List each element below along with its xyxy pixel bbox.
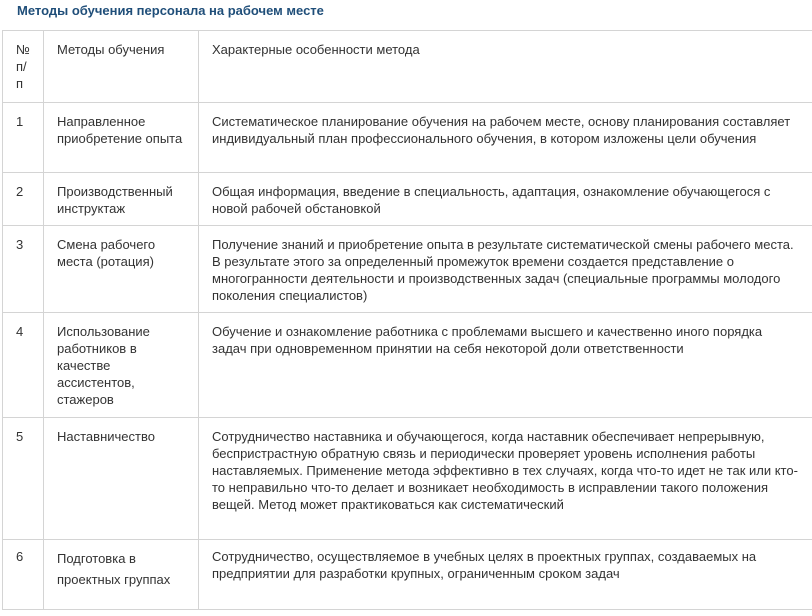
table-row [3, 540, 812, 610]
row-method: Использование работников в качестве ассистентов, стажеров [44, 313, 199, 418]
row-method: Смена рабочего места (ротация) [44, 226, 199, 313]
table-row [3, 173, 812, 226]
row-num: 4 [3, 313, 44, 418]
row-method: Подготовка в проектных группах [44, 540, 199, 610]
row-num: 1 [3, 103, 44, 173]
row-num: 3 [3, 226, 44, 313]
header-method: Методы обучения [44, 31, 199, 103]
row-description: Систематическое планирование обучения на рабочем месте, основу планирования составляет индивидуальный план профессионального обучения, в котором изложены цели обучения [199, 103, 812, 173]
table-row [3, 103, 812, 173]
table-row [3, 313, 812, 418]
methods-table [2, 30, 812, 610]
row-num: 6 [3, 540, 44, 610]
table-row [3, 226, 812, 313]
page-title: Методы обучения персонала на рабочем месте [17, 3, 324, 18]
row-description: Сотрудничество наставника и обучающегося, когда наставник обеспечивает непрерывную, беспристрастную обратную связь и периодически проверяет уровень исполнения работы наставляемых. Применение метода эффективно в тех случаях, когда что-то идет не так или кто-то неправильно что-то делает и возникает необходимость в исправлении такого положения вещей. Метод может практиковаться как систематический [199, 418, 812, 540]
row-num: 2 [3, 173, 44, 226]
header-description: Характерные особенности метода [199, 31, 812, 103]
row-method: Наставничество [44, 418, 199, 540]
row-description: Сотрудничество, осуществляемое в учебных целях в проектных группах, создаваемых на предприятии для разработки крупных, ограниченным сроком задач [199, 540, 812, 610]
row-description: Обучение и ознакомление работника с проблемами высшего и качественно иного порядка задач при одновременном принятии на себя некоторой доли ответственности [199, 313, 812, 418]
row-num: 5 [3, 418, 44, 540]
row-method: Производственный инструктаж [44, 173, 199, 226]
row-description: Общая информация, введение в специальность, адаптация, ознакомление обучающегося с новой рабочей обстановкой [199, 173, 812, 226]
row-description: Получение знаний и приобретение опыта в результате систематической смены рабочего места. В результате этого за определенный промежуток времени создается представление о многогранности деятельности и производственных задач (специальные программы молодого поколения специалистов) [199, 226, 812, 313]
row-method: Направленное приобретение опыта [44, 103, 199, 173]
table-row [3, 418, 812, 540]
table-header-row [3, 31, 812, 103]
header-num: № п/п [3, 31, 44, 103]
